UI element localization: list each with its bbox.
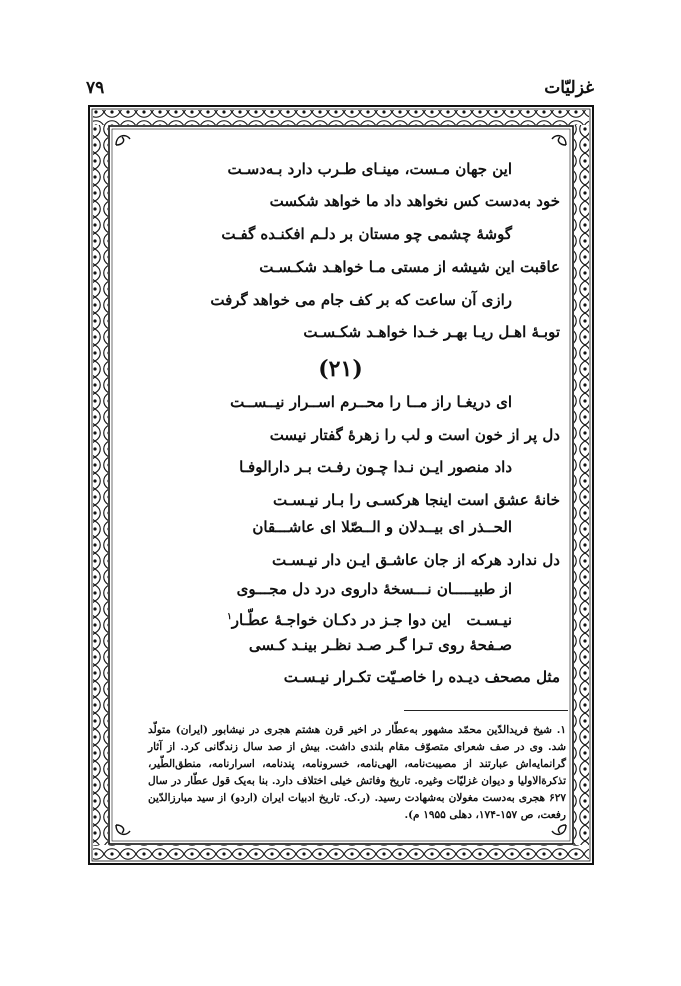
running-title: غزلیّات (544, 78, 594, 98)
verse-line: این جهان مـست، مینـای طـرب دارد بـه‌دسـت (227, 160, 512, 178)
verse-line: صـفحهٔ روی تـرا گـر صـد نظـر بینـد کـسی (248, 636, 512, 654)
verse-line: عاقبت این شیشه از مستی مـا خواهـد شکـسـت (259, 258, 560, 276)
verse-line: توبـهٔ اهـل ریـا بهـر خـدا خواهـد شکـسـت (303, 323, 560, 341)
verse-line: داد منصور ایـن نـدا چـون رفـت بـر دارالوفـا (239, 458, 512, 476)
page-number: ۷۹ (86, 78, 105, 98)
footnote-reference: ۱ (226, 612, 232, 622)
verse-line (227, 611, 451, 629)
verse-line: دل ندارد هرکه از جان عاشـق ایـن دار نیـسـت (272, 551, 560, 569)
verse-line: خانهٔ عشق است اینجا هرکسـی را بـار نیـسـت (272, 491, 560, 509)
verse-line: دل پر از خون است و لب را زهرهٔ گفتار نیست (269, 426, 560, 444)
ghazal-number-heading: (۲۱) (318, 356, 363, 382)
verse-line: مثل مصحف دیـده را خاصـیّت تکـرار نیـسـت (283, 668, 560, 686)
verse-line: الحــذر ای بیــدلان و الــصّلا ای عاشـــقان (252, 518, 512, 536)
verse-line: ای دریغـا راز مــا را محــرم اســرار نیــســت (230, 393, 512, 411)
verse-line-text: این دوا جـز در دکـان خواجـهٔ عطّـار (231, 611, 451, 629)
footnote-separator (404, 710, 568, 711)
page-header (86, 78, 594, 100)
verse-line: خود به‌دست کس نخواهد داد ما خواهد شکست (269, 192, 560, 210)
verse-line: از طبیـــــان نـــسخهٔ داروی درد دل مجـــوی (236, 580, 512, 598)
verse-line: رازی آن ساعت که بر کف جام می خواهد گرفت (210, 291, 512, 309)
footnote: ۱. شیخ فریدالدّین محمّد مشهور به‌عطّار در اخیر قرن هشتم هجری در نیشابور (ایران) متولّد شد. وی در صف شعرای متصوّف مقام بلندی داشت. بیش از صد سال زندگانی کرد. از آثار گرانمایه‌اش عبارتند از مصیبت‌نامه، الهی‌نامه، خسرونامه، پندنامه، اسرارنامه، منطق‌الطّیر، تذکرةالاولیا و دیوان غزلیّات وغیره. تاریخ وفاتش خیلی اختلاف دارد. بنا به‌یک قول عطّار در سال ۶۲۷ هجری به‌دست مغولان به‌شهادت رسید. (ر.ک. تاریخ ادبیات ایران (اردو) از سید مبارزالدّین رفعت، ص ۱۵۷-۱۷۴، دهلی ۱۹۵۵ م). (148, 724, 566, 821)
verse-line: گوشهٔ چشمی چو مستان بر دلـم افکنـده گفـت (221, 225, 512, 243)
verse-line-end: نیـسـت (466, 611, 512, 629)
